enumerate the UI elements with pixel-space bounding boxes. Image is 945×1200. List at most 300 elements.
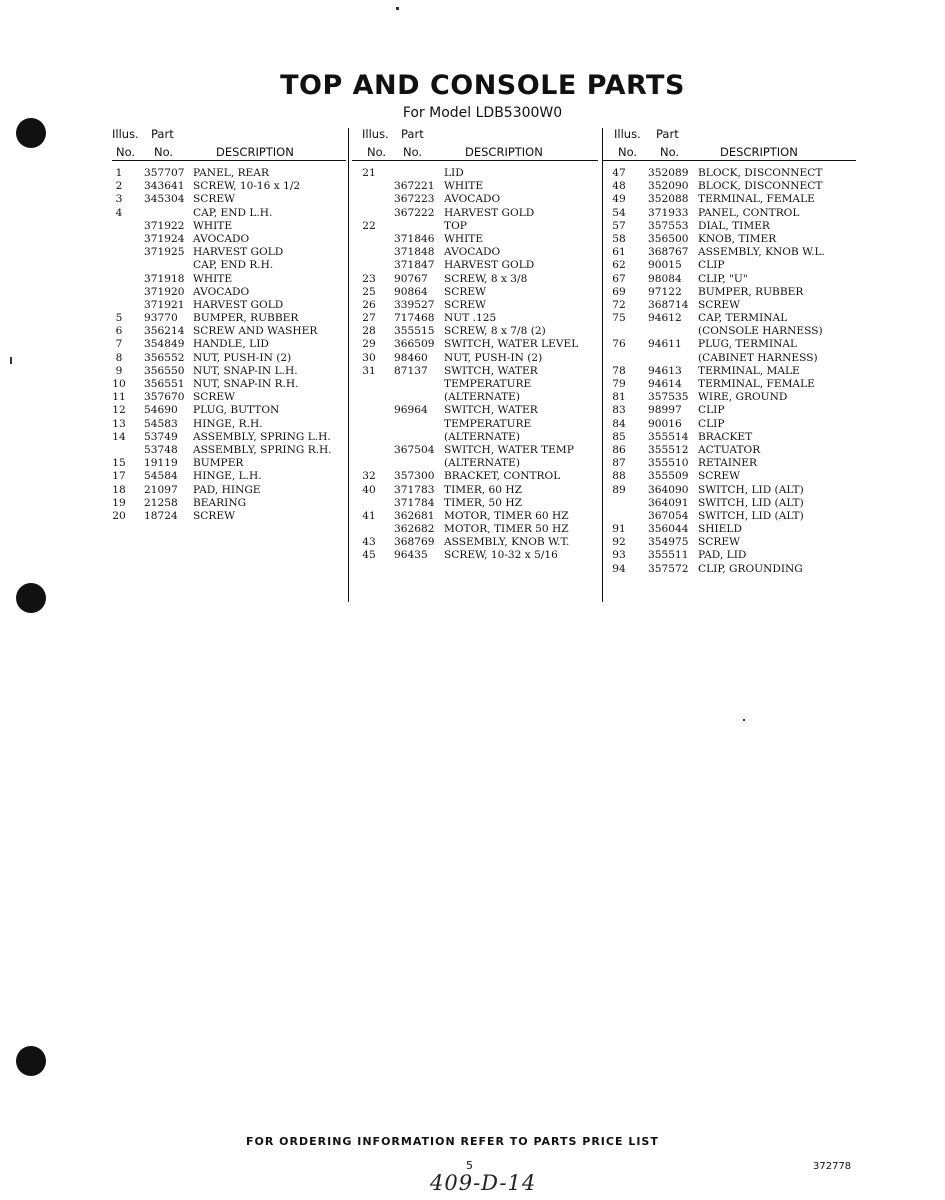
- illus-number: 92: [612, 536, 626, 549]
- part-number: 94613: [648, 364, 682, 377]
- parts-row: [614, 431, 856, 444]
- parts-row: [362, 404, 598, 417]
- part-number: 356552: [144, 351, 185, 364]
- parts-column-3: [614, 127, 856, 576]
- part-number: 357572: [648, 562, 689, 575]
- part-number: 90864: [394, 285, 428, 298]
- part-description: CAP, END L.H.: [193, 206, 273, 219]
- illus-label: Illus.: [112, 127, 139, 141]
- parts-row: [362, 286, 598, 299]
- parts-row: [112, 246, 346, 259]
- part-number: 356551: [144, 378, 185, 390]
- illus-number: 83: [612, 404, 626, 417]
- part-number: 357707: [144, 167, 185, 179]
- part-number: 21097: [144, 483, 178, 496]
- part-description: (ALTERNATE): [444, 430, 521, 443]
- illus-number: 49: [612, 193, 626, 206]
- part-number: 352090: [648, 180, 689, 193]
- part-number: 355509: [648, 470, 689, 483]
- part-number: 367222: [394, 206, 435, 219]
- part-number: 371922: [144, 219, 185, 232]
- parts-row: [614, 325, 856, 338]
- parts-row: [362, 167, 598, 180]
- illus-number: 45: [362, 549, 376, 562]
- part-description: WHITE: [193, 272, 233, 285]
- no-label: No.: [116, 145, 136, 159]
- illus-number: 54: [612, 206, 626, 219]
- part-number: 356214: [144, 325, 185, 338]
- parts-row: [614, 220, 856, 233]
- parts-column-2: [362, 127, 598, 563]
- description-label: DESCRIPTION: [720, 145, 798, 159]
- illus-number: 58: [612, 232, 626, 245]
- part-description: SCREW: [193, 193, 235, 206]
- illus-number: 29: [362, 338, 376, 351]
- scan-speck: [396, 7, 399, 10]
- illus-number: 76: [612, 338, 626, 351]
- part-number: 343641: [144, 180, 185, 193]
- part-number: 367504: [394, 443, 435, 456]
- description-label: DESCRIPTION: [216, 145, 294, 159]
- parts-row: [614, 352, 856, 365]
- scan-speck: [743, 719, 745, 721]
- parts-row: [112, 510, 346, 523]
- part-description: BRACKET: [698, 430, 753, 443]
- part-description: CLIP: [698, 404, 725, 417]
- part-description: (CONSOLE HARNESS): [698, 325, 823, 338]
- part-description: SCREW, 8 x 3/8: [444, 272, 528, 285]
- part-number: 371933: [648, 206, 689, 219]
- part-description: RETAINER: [698, 457, 758, 470]
- illus-number: 62: [612, 259, 626, 272]
- illus-number: 7: [115, 338, 123, 351]
- parts-row: [362, 352, 598, 365]
- parts-row: [362, 457, 598, 470]
- page-number: 5: [466, 1159, 473, 1172]
- illus-number: 40: [362, 483, 376, 496]
- part-description: WHITE: [193, 219, 233, 232]
- parts-row: [614, 167, 856, 180]
- illus-number: 27: [362, 312, 376, 325]
- part-number: 367223: [394, 193, 435, 206]
- parts-row: [614, 193, 856, 206]
- part-number: 368767: [648, 246, 689, 259]
- part-description: ASSEMBLY, SPRING R.H.: [193, 443, 332, 456]
- parts-row: [112, 220, 346, 233]
- part-number: 371784: [394, 496, 435, 509]
- part-number: 54690: [144, 404, 178, 417]
- part-description: SWITCH, LID (ALT): [698, 496, 804, 509]
- part-number: 355512: [648, 443, 689, 456]
- part-description: ASSEMBLY, KNOB W.L.: [698, 246, 825, 259]
- illus-number: 81: [612, 391, 626, 404]
- parts-row: [614, 365, 856, 378]
- part-number: 367221: [394, 180, 435, 193]
- part-description: SCREW: [698, 470, 740, 483]
- part-description: ASSEMBLY, SPRING L.H.: [193, 430, 331, 443]
- parts-row: [614, 338, 856, 351]
- part-number: 94611: [648, 338, 682, 351]
- part-number: 94614: [648, 378, 682, 390]
- illus-number: 5: [115, 312, 123, 325]
- illus-number: 78: [612, 364, 626, 377]
- parts-list: [614, 167, 856, 576]
- illus-number: 1: [115, 167, 123, 179]
- illus-number: 13: [112, 417, 126, 430]
- illus-number: 48: [612, 180, 626, 193]
- parts-row: [112, 365, 346, 378]
- part-description: BUMPER: [193, 457, 244, 470]
- part-number: 90767: [394, 272, 428, 285]
- parts-row: [112, 167, 346, 180]
- part-description: TERMINAL, MALE: [698, 364, 800, 377]
- parts-row: [112, 352, 346, 365]
- part-number: 98997: [648, 404, 682, 417]
- parts-row: [614, 180, 856, 193]
- column-header: [362, 127, 598, 161]
- part-description: PLUG, TERMINAL: [698, 338, 798, 351]
- description-label: DESCRIPTION: [465, 145, 543, 159]
- parts-row: [112, 325, 346, 338]
- part-number: 366509: [394, 338, 435, 351]
- part-number: 367054: [648, 509, 689, 522]
- parts-row: [614, 549, 856, 562]
- part-description: SWITCH, WATER: [444, 364, 538, 377]
- parts-row: [112, 338, 346, 351]
- parts-row: [362, 549, 598, 562]
- part-number: 371920: [144, 285, 185, 298]
- parts-list: [362, 167, 598, 563]
- part-description: SWITCH, WATER LEVEL: [444, 338, 579, 351]
- part-description: HARVEST GOLD: [444, 206, 535, 219]
- part-description: SWITCH, WATER: [444, 404, 538, 417]
- parts-row: [112, 497, 346, 510]
- part-number: 94612: [648, 312, 682, 325]
- part-number: 371921: [144, 298, 185, 311]
- parts-row: [112, 233, 346, 246]
- illus-number: 94: [612, 562, 626, 575]
- parts-row: [112, 207, 346, 220]
- part-description: HINGE, L.H.: [193, 470, 262, 483]
- parts-row: [614, 457, 856, 470]
- illus-label: Illus.: [614, 127, 641, 141]
- part-label: Part: [401, 127, 424, 141]
- part-number: 54583: [144, 417, 178, 430]
- part-description: LID: [444, 167, 464, 179]
- parts-row: [614, 563, 856, 576]
- part-description: SWITCH, LID (ALT): [698, 483, 804, 496]
- illus-number: 15: [112, 457, 126, 470]
- part-description: NUT, SNAP-IN L.H.: [193, 364, 298, 377]
- illus-number: 17: [112, 470, 126, 483]
- scan-speck: [10, 357, 12, 364]
- part-number: 355511: [648, 549, 689, 562]
- part-description: WHITE: [444, 232, 484, 245]
- illus-number: 86: [612, 443, 626, 456]
- part-description: HINGE, R.H.: [193, 417, 263, 430]
- illus-number: 12: [112, 404, 126, 417]
- illus-number: 85: [612, 430, 626, 443]
- parts-row: [112, 431, 346, 444]
- illus-number: 28: [362, 325, 376, 338]
- parts-row: [614, 444, 856, 457]
- part-number: 371846: [394, 232, 435, 245]
- illus-number: 3: [115, 193, 123, 206]
- part-description: BLOCK, DISCONNECT: [698, 167, 823, 179]
- parts-row: [362, 312, 598, 325]
- illus-number: 87: [612, 457, 626, 470]
- part-number: 356500: [648, 232, 689, 245]
- part-description: DIAL, TIMER: [698, 219, 770, 232]
- part-description: SCREW, 10-16 x 1/2: [193, 180, 301, 193]
- part-number: 54584: [144, 470, 178, 483]
- illus-number: 57: [612, 219, 626, 232]
- part-description: PAD, HINGE: [193, 483, 261, 496]
- part-number: 98460: [394, 351, 428, 364]
- illus-number: 41: [362, 509, 376, 522]
- part-description: AVOCADO: [193, 232, 250, 245]
- part-description: AVOCADO: [193, 285, 250, 298]
- part-description: NUT, PUSH-IN (2): [444, 351, 543, 364]
- part-number: 371924: [144, 232, 185, 245]
- column-header: [614, 127, 856, 161]
- part-number: 87137: [394, 364, 428, 377]
- page-title: TOP AND CONSOLE PARTS: [280, 70, 685, 101]
- illus-number: 11: [112, 391, 126, 404]
- part-description: TIMER, 60 HZ: [444, 483, 522, 496]
- part-description: (ALTERNATE): [444, 457, 521, 470]
- part-label: Part: [151, 127, 174, 141]
- part-number: 357553: [648, 219, 689, 232]
- part-number: 90016: [648, 417, 682, 430]
- part-description: HARVEST GOLD: [193, 246, 284, 259]
- parts-row: [614, 312, 856, 325]
- part-description: SHIELD: [698, 523, 742, 536]
- part-description: CLIP: [698, 259, 725, 272]
- part-description: PANEL, REAR: [193, 167, 269, 179]
- parts-list: [112, 167, 346, 523]
- parts-row: [362, 325, 598, 338]
- part-description: SCREW: [193, 391, 235, 404]
- illus-number: 89: [612, 483, 626, 496]
- part-description: ACTUATOR: [698, 443, 761, 456]
- parts-row: [362, 497, 598, 510]
- parts-row: [614, 510, 856, 523]
- part-number: 355515: [394, 325, 435, 338]
- part-description: PANEL, CONTROL: [698, 206, 800, 219]
- parts-row: [362, 338, 598, 351]
- punch-hole-icon: [16, 1046, 46, 1076]
- column-divider: [348, 128, 349, 602]
- parts-row: [362, 365, 598, 378]
- part-description: SWITCH, WATER TEMP: [444, 443, 574, 456]
- parts-row: [112, 299, 346, 312]
- part-number: 96435: [394, 549, 428, 562]
- part-number: 90015: [648, 259, 682, 272]
- part-number: 352088: [648, 193, 689, 206]
- no-label: No.: [403, 145, 423, 159]
- document-number: 372778: [813, 1161, 852, 1172]
- punch-hole-icon: [16, 583, 46, 613]
- part-description: (ALTERNATE): [444, 391, 521, 404]
- illus-number: 10: [112, 378, 126, 390]
- part-number: 97122: [648, 285, 682, 298]
- illus-number: 47: [612, 167, 626, 179]
- part-number: 357300: [394, 470, 435, 483]
- part-number: 356044: [648, 523, 689, 536]
- parts-row: [362, 193, 598, 206]
- parts-row: [362, 484, 598, 497]
- part-number: 364091: [648, 496, 689, 509]
- parts-row: [614, 299, 856, 312]
- part-description: AVOCADO: [444, 246, 501, 259]
- part-number: 18724: [144, 509, 178, 522]
- parts-row: [112, 273, 346, 286]
- parts-row: [362, 536, 598, 549]
- parts-row: [112, 418, 346, 431]
- illus-number: 4: [115, 206, 123, 219]
- part-description: CAP, TERMINAL: [698, 312, 788, 325]
- parts-row: [112, 444, 346, 457]
- part-number: 53748: [144, 443, 178, 456]
- part-number: 357535: [648, 391, 689, 404]
- part-number: 345304: [144, 193, 185, 206]
- illus-number: 8: [115, 351, 123, 364]
- part-description: ASSEMBLY, KNOB W.T.: [444, 536, 570, 549]
- part-number: 371783: [394, 483, 435, 496]
- parts-row: [362, 246, 598, 259]
- parts-row: [614, 418, 856, 431]
- parts-row: [362, 391, 598, 404]
- parts-row: [614, 404, 856, 417]
- parts-row: [614, 484, 856, 497]
- part-description: BUMPER, RUBBER: [698, 285, 804, 298]
- parts-row: [362, 523, 598, 536]
- parts-row: [614, 523, 856, 536]
- no-label: No.: [367, 145, 387, 159]
- handwritten-note: 409-D-14: [430, 1171, 537, 1195]
- part-description: CAP, END R.H.: [193, 259, 274, 272]
- model-subtitle: For Model LDB5300W0: [402, 105, 563, 121]
- illus-number: 84: [612, 417, 626, 430]
- part-description: KNOB, TIMER: [698, 232, 777, 245]
- part-description: WIRE, GROUND: [698, 391, 788, 404]
- no-label: No.: [618, 145, 638, 159]
- illus-number: 2: [115, 180, 123, 193]
- part-description: SCREW, 10-32 x 5/16: [444, 549, 558, 562]
- parts-row: [362, 273, 598, 286]
- parts-row: [362, 233, 598, 246]
- parts-row: [614, 470, 856, 483]
- part-number: 339527: [394, 298, 435, 311]
- parts-row: [112, 286, 346, 299]
- parts-row: [112, 484, 346, 497]
- part-description: TEMPERATURE: [444, 378, 532, 390]
- parts-row: [112, 457, 346, 470]
- column-header: [112, 127, 346, 161]
- part-description: SCREW AND WASHER: [193, 325, 318, 338]
- part-number: 96964: [394, 404, 428, 417]
- illus-number: 23: [362, 272, 376, 285]
- parts-row: [112, 259, 346, 272]
- parts-row: [362, 470, 598, 483]
- part-description: MOTOR, TIMER 50 HZ: [444, 523, 569, 536]
- parts-row: [112, 180, 346, 193]
- part-description: TOP: [444, 219, 467, 232]
- part-number: 356550: [144, 364, 185, 377]
- parts-row: [112, 312, 346, 325]
- punch-hole-icon: [16, 118, 46, 148]
- part-number: 53749: [144, 430, 178, 443]
- part-description: NUT, SNAP-IN R.H.: [193, 378, 299, 390]
- part-description: MOTOR, TIMER 60 HZ: [444, 509, 569, 522]
- illus-number: 69: [612, 285, 626, 298]
- parts-row: [614, 259, 856, 272]
- column-divider: [602, 128, 603, 602]
- illus-number: 91: [612, 523, 626, 536]
- part-description: NUT, PUSH-IN (2): [193, 351, 292, 364]
- part-description: SCREW, 8 x 7/8 (2): [444, 325, 546, 338]
- part-description: HARVEST GOLD: [444, 259, 535, 272]
- parts-row: [362, 180, 598, 193]
- header-rule: [112, 160, 346, 161]
- part-description: CLIP, GROUNDING: [698, 562, 803, 575]
- part-description: HARVEST GOLD: [193, 298, 284, 311]
- illus-number: 61: [612, 246, 626, 259]
- header-rule: [602, 160, 856, 161]
- parts-row: [614, 391, 856, 404]
- part-number: 371847: [394, 259, 435, 272]
- no-label: No.: [154, 145, 174, 159]
- part-description: TERMINAL, FEMALE: [698, 193, 815, 206]
- part-number: 362682: [394, 523, 435, 536]
- parts-row: [362, 444, 598, 457]
- part-number: 21258: [144, 496, 178, 509]
- illus-number: 20: [112, 509, 126, 522]
- part-number: 355514: [648, 430, 689, 443]
- parts-row: [112, 378, 346, 391]
- parts-row: [362, 431, 598, 444]
- part-number: 362681: [394, 509, 435, 522]
- part-description: SCREW: [444, 285, 486, 298]
- parts-row: [614, 246, 856, 259]
- part-description: PLUG, BUTTON: [193, 404, 280, 417]
- part-description: SCREW: [444, 298, 486, 311]
- illus-number: 79: [612, 378, 626, 390]
- part-description: SCREW: [698, 298, 740, 311]
- part-description: BUMPER, RUBBER: [193, 312, 299, 325]
- illus-number: 9: [115, 364, 123, 377]
- part-number: 371848: [394, 246, 435, 259]
- part-description: (CABINET HARNESS): [698, 351, 818, 364]
- illus-number: 21: [362, 167, 376, 179]
- illus-number: 32: [362, 470, 376, 483]
- part-number: 352089: [648, 167, 689, 179]
- parts-row: [112, 193, 346, 206]
- part-description: HANDLE, LID: [193, 338, 269, 351]
- part-number: 364090: [648, 483, 689, 496]
- parts-row: [362, 378, 598, 391]
- part-label: Part: [656, 127, 679, 141]
- part-number: 354849: [144, 338, 185, 351]
- part-description: PAD, LID: [698, 549, 747, 562]
- parts-row: [614, 536, 856, 549]
- illus-number: 93: [612, 549, 626, 562]
- illus-label: Illus.: [362, 127, 389, 141]
- part-description: TEMPERATURE: [444, 417, 532, 430]
- parts-row: [614, 497, 856, 510]
- parts-row: [362, 299, 598, 312]
